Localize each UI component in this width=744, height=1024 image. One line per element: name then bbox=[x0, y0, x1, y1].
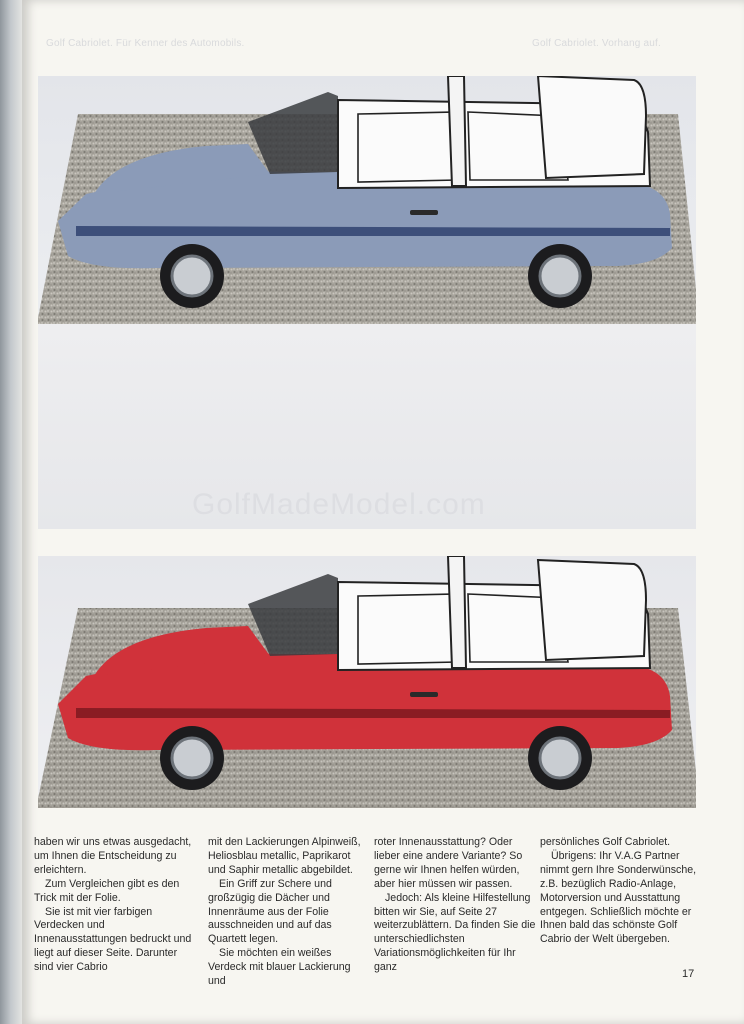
car-photo-red bbox=[38, 556, 696, 808]
paragraph: Übrigens: Ihr V.A.G Partner nimmt gern Ihre Sonderwünsche, z.B. bezüglich Radio-Anlage, Motorversion und Ausstattung entgegen. Schließlich möchte er Ihnen bald das schönste Golf Cabrio der Welt übergeben. bbox=[540, 849, 697, 946]
page-number: 17 bbox=[682, 968, 695, 980]
paragraph: Ein Griff zur Schere und großzügig die Dächer und Innenräume aus der Folie ausschneiden und auf das Quartett legen. bbox=[208, 877, 332, 946]
paragraph: Sie ist mit vier farbigen Verdecken und Innenausstattungen bedruckt und liegt auf dieser Seite. Darunter sind vier Cabrio bbox=[34, 905, 192, 974]
paragraph: haben wir uns etwas ausgedacht, um Ihnen die Entscheidung zu erleichtern. bbox=[34, 836, 192, 876]
car-photo-blue bbox=[38, 76, 696, 328]
paragraph: mit den Lackierungen Alpinweiß, Heliosblau metallic, Paprikarot und Saphir metallic abgebildet. bbox=[208, 836, 361, 876]
paragraph: Sie möchten ein weißes Verdeck mit blauer Lackierung und bbox=[208, 947, 351, 988]
paragraph: Zum Vergleichen gibt es den Trick mit der Folie. bbox=[34, 877, 180, 904]
text-column-4 bbox=[540, 836, 702, 947]
text-column-2 bbox=[208, 836, 370, 989]
paragraph: Jedoch: Als kleine Hilfestellung bitten wir Sie, auf Seite 27 weiterzublättern. Da finden Sie die unterschiedlichsten Variationsmöglichkeiten für Ihr ganz bbox=[374, 891, 536, 974]
running-header-left: Golf Cabriolet. Für Kenner des Automobils. bbox=[46, 38, 245, 49]
paragraph: persönliches Golf Cabriolet. bbox=[540, 836, 671, 848]
car-illustration-red bbox=[38, 556, 696, 808]
watermark: GolfMadeModel.com bbox=[192, 488, 486, 521]
text-column-3 bbox=[374, 836, 536, 975]
car-illustration-blue bbox=[38, 76, 696, 328]
binding-spine bbox=[0, 0, 24, 1024]
brochure-page bbox=[22, 0, 744, 1024]
text-column-1 bbox=[34, 836, 196, 975]
running-header-right: Golf Cabriolet. Vorhang auf. bbox=[532, 38, 662, 49]
paragraph: roter Innenausstattung? Oder lieber eine andere Variante? So gerne wir Ihnen helfen würden, aber hier müssen wir passen. bbox=[374, 836, 523, 890]
